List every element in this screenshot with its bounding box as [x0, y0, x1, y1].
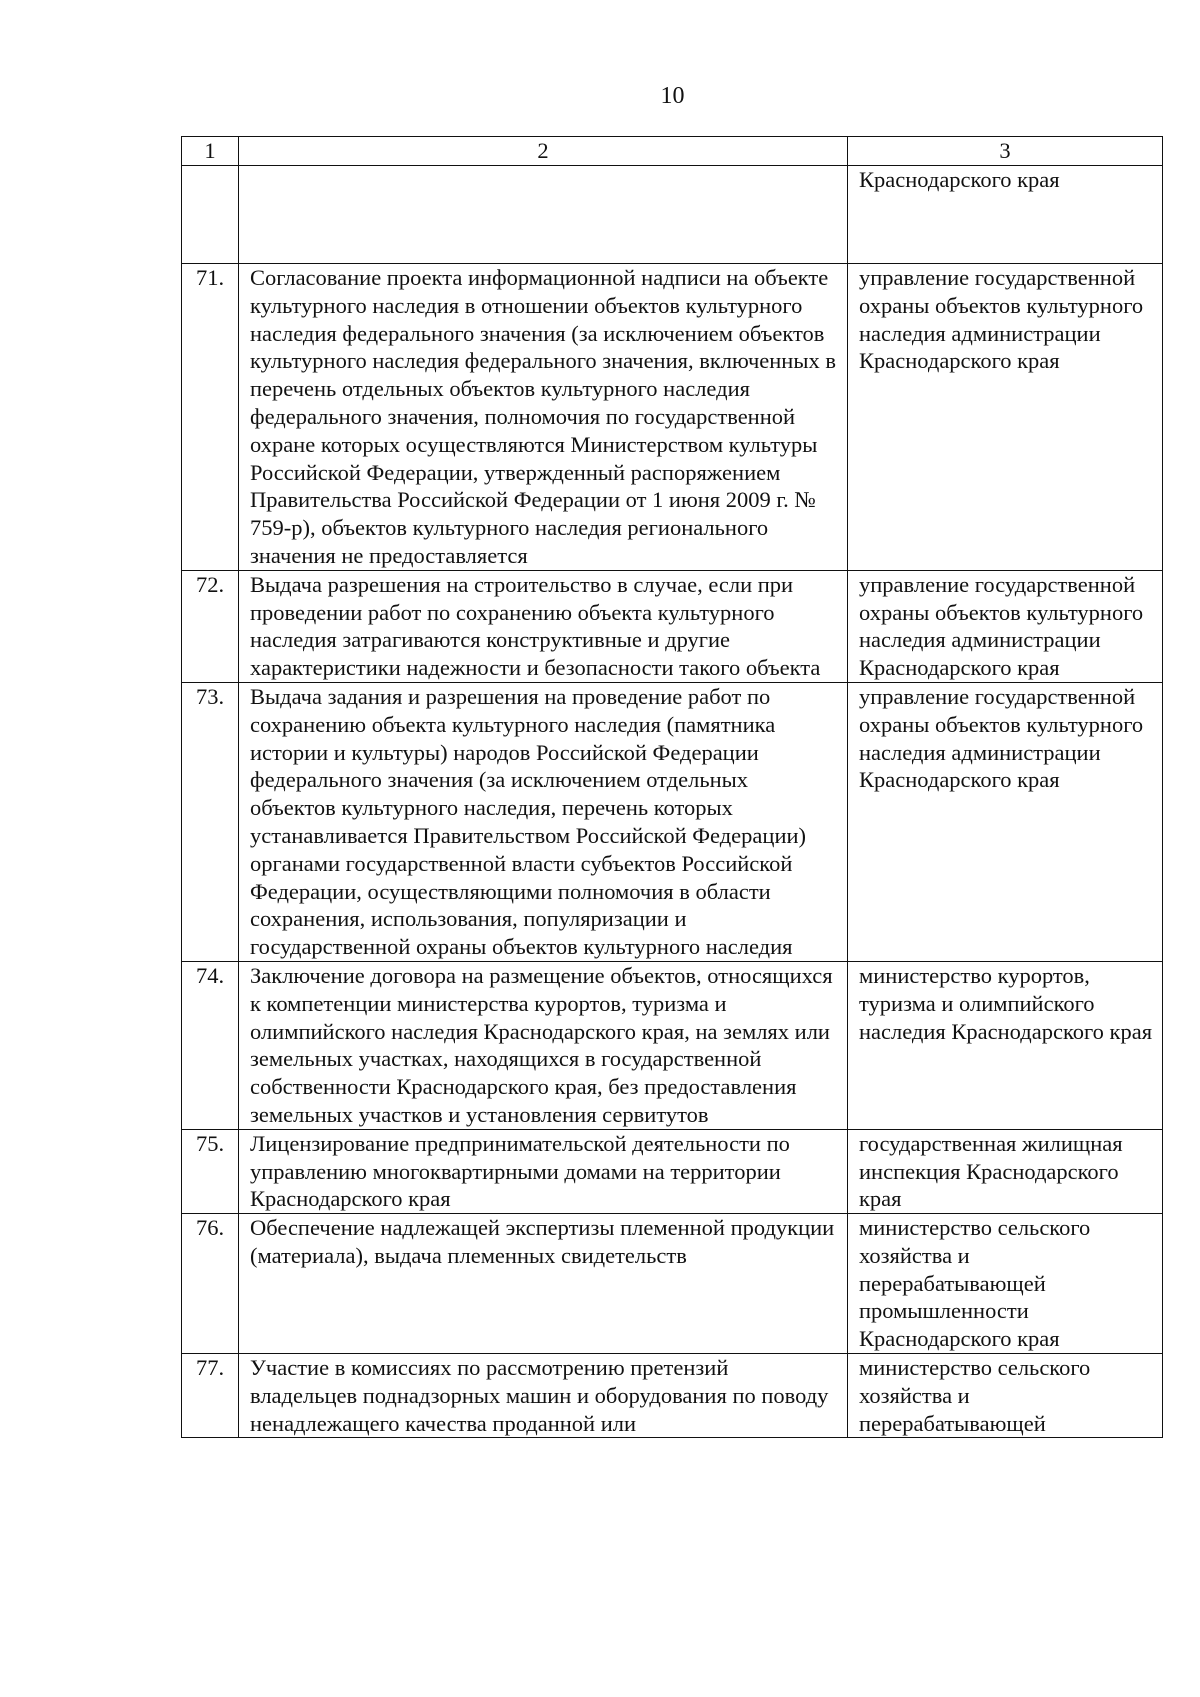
responsible-authority: Краснодарского края — [848, 166, 1163, 264]
table-row-continuation — [182, 166, 1163, 264]
service-description — [239, 166, 848, 264]
header-col-3: 3 — [848, 137, 1163, 166]
responsible-authority: управление государственной охраны объектов культурного наследия администрации Краснодарского края — [848, 264, 1163, 571]
service-description: Выдача задания и разрешения на проведение работ по сохранению объекта культурного наследия (памятника истории и культуры) народов Российской Федерации федерального значения (за исключением отдельных объектов культурного наследия, перечень которых устанавливается Правительством Российской Федерации) органами государственной власти субъектов Российской Федерации, осуществляющими полномочия в области сохранения, использования, популяризации и государственной охраны объектов культурного наследия — [239, 682, 848, 961]
row-number — [182, 166, 239, 264]
row-number: 77. — [182, 1354, 239, 1438]
service-description: Участие в комиссиях по рассмотрению претензий владельцев поднадзорных машин и оборудования по поводу ненадлежащего качества проданной или — [239, 1354, 848, 1438]
table-row-73 — [182, 682, 1163, 961]
table-row-71 — [182, 264, 1163, 571]
header-col-2: 2 — [239, 137, 848, 166]
table-header-row — [182, 137, 1163, 166]
header-col-1: 1 — [182, 137, 239, 166]
row-number: 74. — [182, 961, 239, 1129]
table-row-74 — [182, 961, 1163, 1129]
responsible-authority: министерство сельского хозяйства и перерабатывающей промышленности Краснодарского края — [848, 1214, 1163, 1354]
table-row-72 — [182, 570, 1163, 682]
service-description: Заключение договора на размещение объектов, относящихся к компетенции министерства курортов, туризма и олимпийского наследия Краснодарского края, на землях или земельных участках, находящихся в государственной собственности Краснодарского края, без предоставления земельных участков и установления сервитутов — [239, 961, 848, 1129]
responsible-authority: министерство сельского хозяйства и перерабатывающей — [848, 1354, 1163, 1438]
responsible-authority: управление государственной охраны объектов культурного наследия администрации Краснодарского края — [848, 570, 1163, 682]
row-number: 72. — [182, 570, 239, 682]
table-row-77 — [182, 1354, 1163, 1438]
service-description: Выдача разрешения на строительство в случае, если при проведении работ по сохранению объекта культурного наследия затрагиваются конструктивные и другие характеристики надежности и безопасности такого объекта — [239, 570, 848, 682]
page-number: 10 — [660, 83, 685, 109]
responsible-authority: министерство курортов, туризма и олимпийского наследия Краснодарского края — [848, 961, 1163, 1129]
responsible-authority: государственная жилищная инспекция Краснодарского края — [848, 1129, 1163, 1213]
table-row-76 — [182, 1214, 1163, 1354]
table-row-75 — [182, 1129, 1163, 1213]
row-number: 71. — [182, 264, 239, 571]
service-description: Обеспечение надлежащей экспертизы племенной продукции (материала), выдача племенных свидетельств — [239, 1214, 848, 1354]
responsible-authority: управление государственной охраны объектов культурного наследия администрации Краснодарского края — [848, 682, 1163, 961]
service-description: Лицензирование предпринимательской деятельности по управлению многоквартирными домами на территории Краснодарского края — [239, 1129, 848, 1213]
row-number: 73. — [182, 682, 239, 961]
row-number: 76. — [182, 1214, 239, 1354]
row-number: 75. — [182, 1129, 239, 1213]
service-description: Согласование проекта информационной надписи на объекте культурного наследия в отношении объектов культурного наследия федерального значения (за исключением объектов культурного наследия федерального значения, включенных в перечень отдельных объектов культурного наследия федерального значения, полномочия по государственной охране которых осуществляются Министерством культуры Российской Федерации, утвержденный распоряжением Правительства Российской Федерации от 1 июня 2009 г. № 759-р), объектов культурного наследия регионального значения не предоставляется — [239, 264, 848, 571]
services-table — [181, 136, 1163, 1438]
